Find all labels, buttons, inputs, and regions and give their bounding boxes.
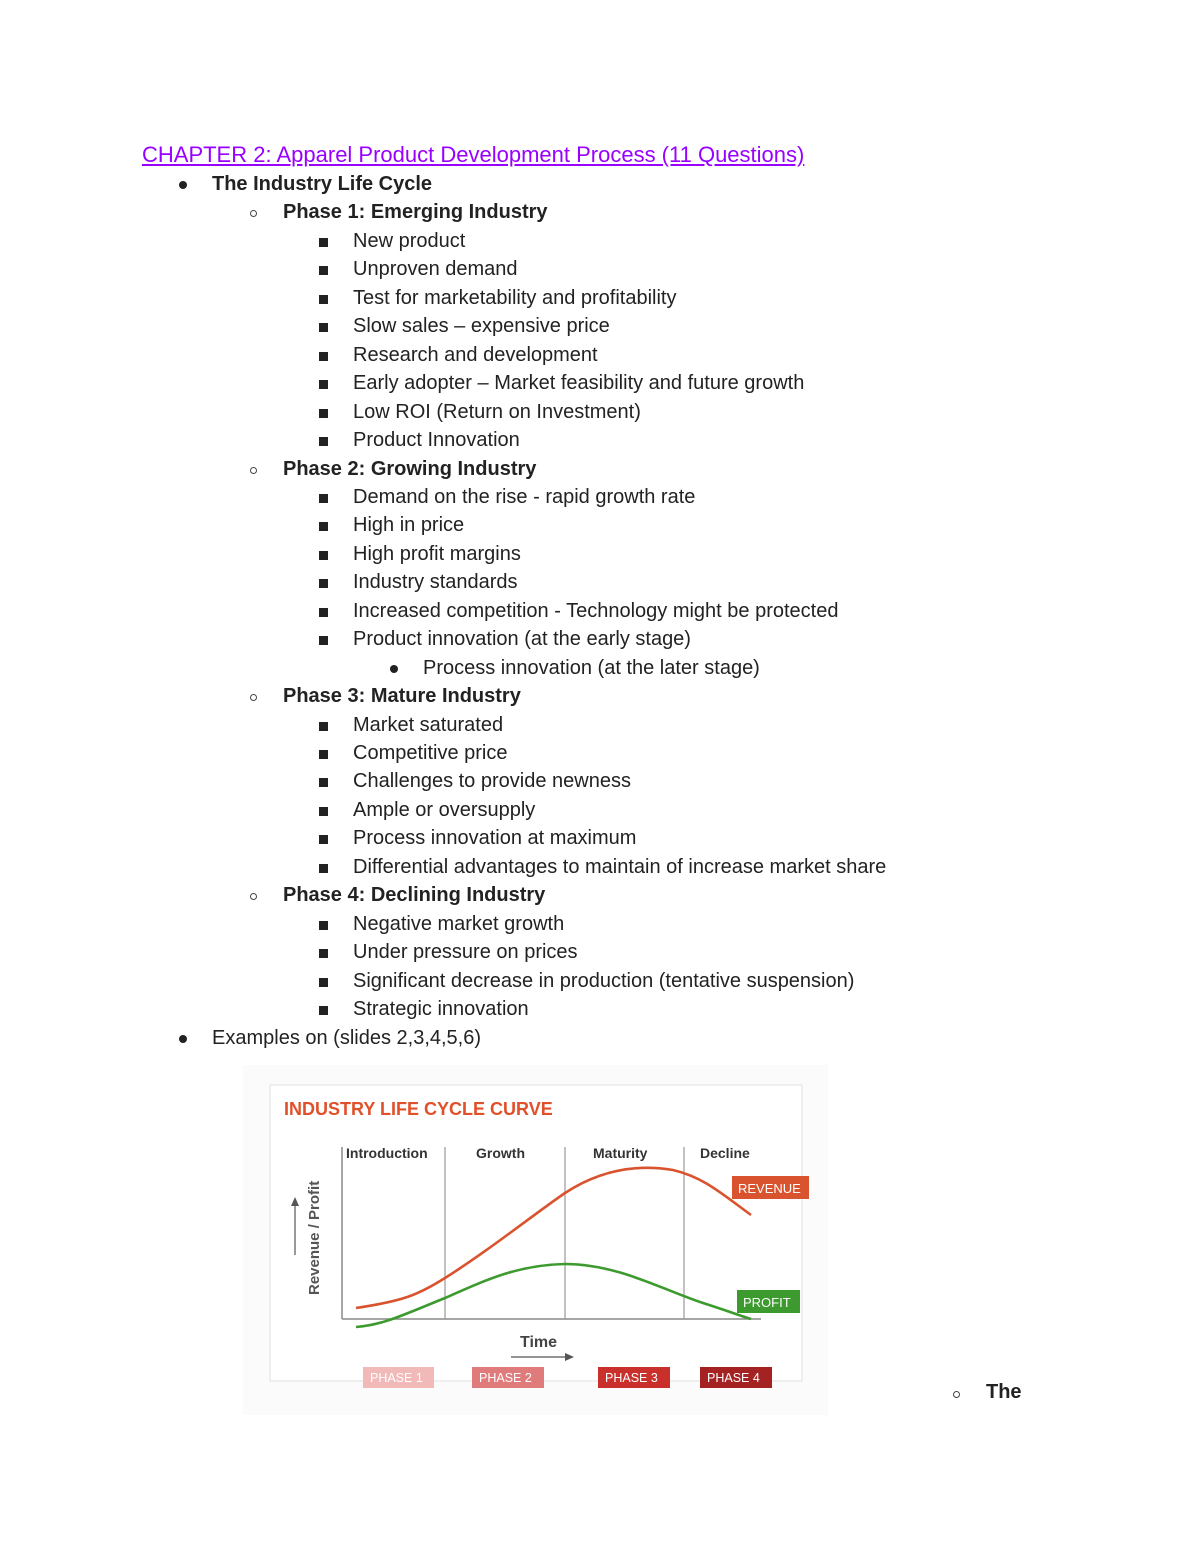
square-bullet-icon <box>319 778 328 787</box>
x-axis-label: Time <box>520 1334 558 1351</box>
revenue-tag-label: REVENUE <box>738 1181 801 1196</box>
list-item-text: High in price <box>353 514 465 537</box>
list-item-text: High profit margins <box>353 542 521 565</box>
life-cycle-diagram <box>243 1065 828 1415</box>
list-item-text: Challenges to provide newness <box>353 770 631 793</box>
figure-title: INDUSTRY LIFE CYCLE CURVE <box>284 1099 553 1119</box>
square-bullet-icon <box>319 266 328 275</box>
phase-1-label: PHASE 1 <box>370 1371 423 1385</box>
list-item-text: Unproven demand <box>353 258 518 281</box>
square-bullet-icon <box>319 437 328 446</box>
square-bullet-icon <box>319 409 328 418</box>
stage-label-growth: Growth <box>476 1145 525 1161</box>
list-item-text: Significant decrease in production (tentative suspension) <box>353 969 855 992</box>
square-bullet-icon <box>319 722 328 731</box>
circle-bullet-icon <box>250 210 257 217</box>
disc-bullet-icon <box>179 1035 187 1043</box>
square-bullet-icon <box>319 807 328 816</box>
square-bullet-icon <box>319 835 328 844</box>
square-bullet-icon <box>319 352 328 361</box>
disc-bullet-icon <box>390 665 398 673</box>
list-item-text: Differential advantages to maintain of increase market share <box>353 855 887 878</box>
stage-label-decline: Decline <box>700 1145 750 1161</box>
list-item-text: Market saturated <box>353 713 504 736</box>
trailing-item-text: The <box>986 1381 1022 1403</box>
list-item-text: Process innovation at maximum <box>353 827 637 850</box>
list-item-text: Phase 3: Mature Industry <box>283 685 521 708</box>
list-item-text: Ample or oversupply <box>353 798 536 821</box>
square-bullet-icon <box>319 522 328 531</box>
list-item-text: Increased competition - Technology might be protected <box>353 599 839 622</box>
square-bullet-icon <box>319 750 328 759</box>
list-item-text: Demand on the rise - rapid growth rate <box>353 485 696 508</box>
circle-bullet-icon <box>953 1391 960 1398</box>
circle-bullet-icon <box>250 893 257 900</box>
circle-bullet-icon <box>250 694 257 701</box>
square-bullet-icon <box>319 551 328 560</box>
profit-tag-label: PROFIT <box>743 1295 791 1310</box>
list-item-text: Slow sales – expensive price <box>353 315 610 338</box>
list-item-text: Under pressure on prices <box>353 941 578 964</box>
list-item-text: Negative market growth <box>353 912 565 935</box>
phase-2-label: PHASE 2 <box>479 1371 532 1385</box>
list-item-text: Low ROI (Return on Investment) <box>353 400 641 423</box>
list-item-text: Phase 2: Growing Industry <box>283 457 537 480</box>
square-bullet-icon <box>319 323 328 332</box>
list-item-text: Process innovation (at the later stage) <box>423 656 760 679</box>
disc-bullet-icon <box>179 181 187 189</box>
square-bullet-icon <box>319 864 328 873</box>
phase-3-label: PHASE 3 <box>605 1371 658 1385</box>
square-bullet-icon <box>319 921 328 930</box>
square-bullet-icon <box>319 978 328 987</box>
list-item-text: Test for marketability and profitability <box>353 286 677 309</box>
list-item-text: Product innovation (at the early stage) <box>353 628 691 651</box>
circle-bullet-icon <box>250 467 257 474</box>
list-item-text: The Industry Life Cycle <box>212 173 433 195</box>
list-item-text: Early adopter – Market feasibility and future growth <box>353 372 805 395</box>
chapter-heading: CHAPTER 2: Apparel Product Development Process (11 Questions) <box>142 142 805 167</box>
square-bullet-icon <box>319 608 328 617</box>
square-bullet-icon <box>319 380 328 389</box>
list-item-text: Competitive price <box>353 742 508 764</box>
list-item-text: Examples on (slides 2,3,4,5,6) <box>212 1026 482 1049</box>
square-bullet-icon <box>319 295 328 304</box>
square-bullet-icon <box>319 949 328 958</box>
phase-4-label: PHASE 4 <box>707 1371 760 1385</box>
square-bullet-icon <box>319 636 328 645</box>
square-bullet-icon <box>319 494 328 503</box>
square-bullet-icon <box>319 579 328 588</box>
list-item-text: Phase 1: Emerging Industry <box>283 201 548 224</box>
square-bullet-icon <box>319 238 328 247</box>
life-cycle-figure <box>243 1065 828 1415</box>
list-item-text: Strategic innovation <box>353 998 529 1021</box>
square-bullet-icon <box>319 1006 328 1015</box>
stage-label-introduction: Introduction <box>346 1145 428 1161</box>
list-item-text: Product Innovation <box>353 429 520 452</box>
y-axis-label: Revenue / Profit <box>306 1180 323 1295</box>
stage-label-maturity: Maturity <box>593 1145 648 1161</box>
list-item-text: Phase 4: Declining Industry <box>283 884 546 907</box>
list-item-text: Research and development <box>353 343 598 366</box>
list-item-text: Industry standards <box>353 571 518 594</box>
list-item-text: New product <box>353 229 466 252</box>
